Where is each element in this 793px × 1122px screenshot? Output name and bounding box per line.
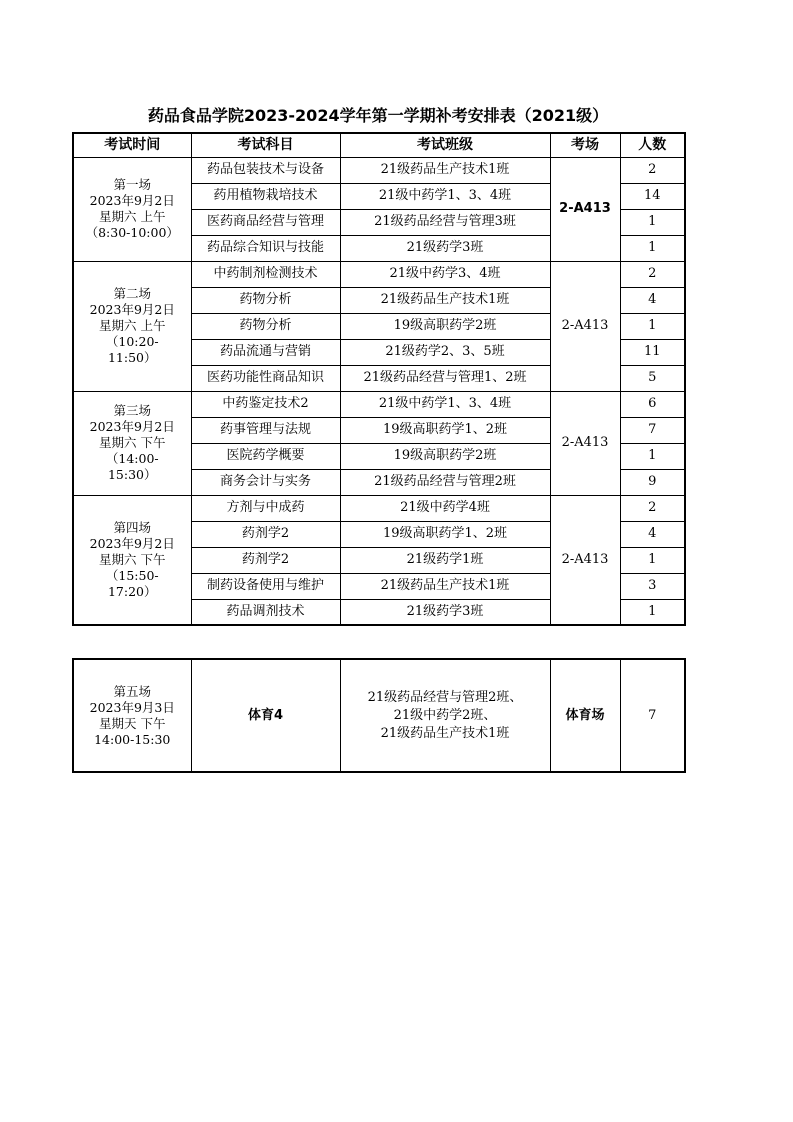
table-row	[73, 261, 685, 287]
subject-cell: 药品调剂技术	[191, 599, 340, 625]
header-classes: 考试班级	[340, 133, 550, 157]
count-cell: 1	[620, 313, 685, 339]
header-count: 人数	[620, 133, 685, 157]
count-cell: 2	[620, 495, 685, 521]
session-time-cell	[73, 659, 191, 772]
subject-cell: 医药商品经营与管理	[191, 209, 340, 235]
session-time-line: 第二场	[113, 286, 151, 301]
header-room: 考场	[550, 133, 620, 157]
subject-cell: 体育4	[191, 659, 340, 772]
session-time-line: 17:20）	[107, 583, 157, 599]
count-cell: 2	[620, 261, 685, 287]
classes-cell: 21级药品生产技术1班	[340, 573, 550, 599]
classes-cell: 21级药品经营与管理1、2班	[340, 365, 550, 391]
pe-exam-table	[72, 658, 686, 773]
classes-cell: 21级药学1班	[340, 547, 550, 573]
session-time-line: （10:20-	[105, 334, 159, 349]
session-time-line: （14:00-	[105, 451, 159, 466]
session-time-line: 2023年9月3日	[89, 699, 175, 715]
table-row	[73, 495, 685, 521]
classes-cell: 21级药学2、3、5班	[340, 339, 550, 365]
subject-cell: 医药功能性商品知识	[191, 365, 340, 391]
session-time-line: 第三场	[113, 403, 151, 418]
classes-cell: 21级药学3班	[340, 599, 550, 625]
subject-cell: 药品流通与营销	[191, 339, 340, 365]
count-cell: 1	[620, 235, 685, 261]
class-line: 21级药品生产技术1班	[380, 725, 510, 741]
subject-cell: 药品包装技术与设备	[191, 157, 340, 183]
room-cell: 2-A413	[550, 261, 620, 391]
classes-cell: 19级高职药学2班	[340, 443, 550, 469]
subject-cell: 药物分析	[191, 313, 340, 339]
session-time-line: 第五场	[113, 683, 151, 699]
classes-cell: 21级药学3班	[340, 235, 550, 261]
subject-cell: 药品综合知识与技能	[191, 235, 340, 261]
session-time-line: 14:00-15:30	[94, 731, 171, 747]
session-time-line: 2023年9月2日	[89, 535, 175, 551]
classes-cell: 21级药品经营与管理3班	[340, 209, 550, 235]
session-time-line: 15:30）	[107, 467, 157, 482]
session-time-line: 11:50）	[107, 350, 157, 365]
count-cell: 14	[620, 183, 685, 209]
subject-cell: 方剂与中成药	[191, 495, 340, 521]
session-time-line: 星期六 上午	[99, 318, 166, 333]
classes-cell: 21级药品生产技术1班	[340, 287, 550, 313]
count-cell: 5	[620, 365, 685, 391]
count-cell: 6	[620, 391, 685, 417]
classes-cell: 19级高职药学2班	[340, 313, 550, 339]
subject-cell: 中药制剂检测技术	[191, 261, 340, 287]
session-time-line: 星期六 下午	[99, 435, 166, 450]
subject-cell: 中药鉴定技术2	[191, 391, 340, 417]
classes-cell: 21级中药学3、4班	[340, 261, 550, 287]
session-time-cell	[73, 391, 191, 495]
classes-cell: 21级药品生产技术1班	[340, 157, 550, 183]
subject-cell: 药剂学2	[191, 547, 340, 573]
count-cell: 1	[620, 547, 685, 573]
count-cell: 9	[620, 469, 685, 495]
header-time: 考试时间	[73, 133, 191, 157]
header-subject: 考试科目	[191, 133, 340, 157]
count-cell: 7	[620, 659, 685, 772]
table-row	[73, 157, 685, 183]
session-time-line: 第四场	[113, 519, 151, 535]
page-title: 药品食品学院2023-2024学年第一学期补考安排表（2021级）	[147, 106, 609, 125]
session-time-cell	[73, 157, 191, 261]
room-cell: 2-A413	[550, 391, 620, 495]
subject-cell: 医院药学概要	[191, 443, 340, 469]
session-time-line: 星期六 上午	[99, 209, 166, 224]
count-cell: 7	[620, 417, 685, 443]
count-cell: 1	[620, 599, 685, 625]
classes-cell: 21级药品经营与管理2班	[340, 469, 550, 495]
session-time-line: 2023年9月2日	[89, 302, 175, 317]
session-time-line: 星期六 下午	[99, 551, 166, 567]
class-line: 21级中药学2班、	[393, 707, 497, 723]
session-time-line: 2023年9月2日	[89, 419, 175, 434]
classes-cell: 19级高职药学1、2班	[340, 521, 550, 547]
room-cell: 2-A413	[550, 157, 620, 261]
session-time-line: （8:30-10:00）	[85, 225, 179, 240]
subject-cell: 药物分析	[191, 287, 340, 313]
session-time-line: （15:50-	[105, 567, 159, 583]
subject-cell: 药用植物栽培技术	[191, 183, 340, 209]
count-cell: 1	[620, 209, 685, 235]
count-cell: 2	[620, 157, 685, 183]
session-time-cell	[73, 495, 191, 625]
count-cell: 11	[620, 339, 685, 365]
classes-cell: 21级中药学1、3、4班	[340, 391, 550, 417]
room-cell: 体育场	[550, 659, 620, 772]
classes-cell	[340, 659, 550, 772]
room-cell: 2-A413	[550, 495, 620, 625]
count-cell: 4	[620, 287, 685, 313]
session-time-cell	[73, 261, 191, 391]
session-time-line: 2023年9月2日	[89, 193, 175, 208]
exam-schedule-table	[72, 132, 686, 626]
count-cell: 4	[620, 521, 685, 547]
class-line: 21级药品经营与管理2班、	[367, 689, 523, 705]
subject-cell: 商务会计与实务	[191, 469, 340, 495]
table-row	[73, 659, 685, 772]
header-row	[73, 133, 685, 157]
table-row	[73, 391, 685, 417]
count-cell: 3	[620, 573, 685, 599]
count-cell: 1	[620, 443, 685, 469]
classes-cell: 21级中药学4班	[340, 495, 550, 521]
classes-cell: 19级高职药学1、2班	[340, 417, 550, 443]
subject-cell: 药事管理与法规	[191, 417, 340, 443]
session-time-line: 第一场	[113, 177, 151, 192]
subject-cell: 制药设备使用与维护	[191, 573, 340, 599]
subject-cell: 药剂学2	[191, 521, 340, 547]
classes-cell: 21级中药学1、3、4班	[340, 183, 550, 209]
session-time-line: 星期天 下午	[99, 715, 166, 731]
